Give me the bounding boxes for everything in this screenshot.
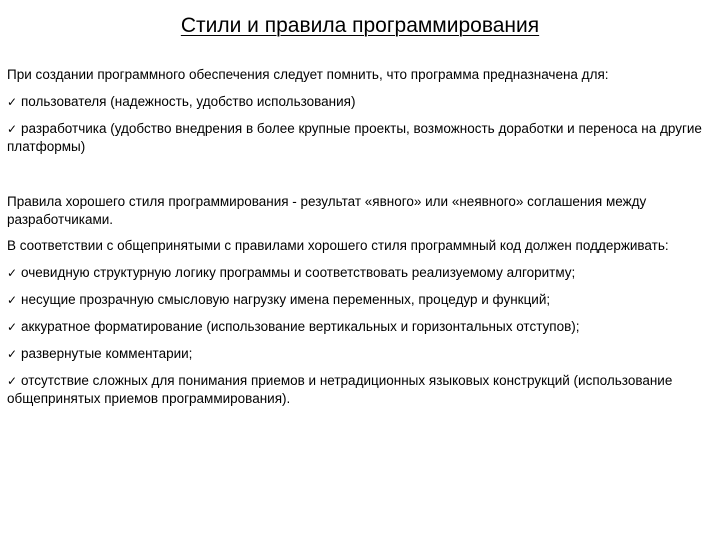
purpose-item-user [7, 93, 713, 111]
support-item-text: очевидную структурную логику программы и соответствовать реализуемому алгоритму; [21, 265, 576, 280]
support-item-text: отсутствие сложных для понимания приемов и нетрадиционных языковых конструкций (использование общепринятых приемов программирования). [7, 373, 673, 406]
checkmark-icon: ✓ [7, 374, 18, 388]
checkmark-icon: ✓ [7, 266, 18, 280]
support-item-text: развернутые комментарии; [21, 346, 193, 361]
support-item-formatting [7, 318, 713, 336]
support-item-names [7, 291, 713, 309]
slide-content [7, 66, 713, 408]
intro-paragraph: При создании программного обеспечения следует помнить, что программа предназначена для: [7, 67, 609, 82]
purpose-item-text: пользователя (надежность, удобство использования) [21, 94, 356, 109]
support-item-comments [7, 345, 713, 363]
support-item-simple-techniques [7, 372, 713, 408]
support-item-text: несущие прозрачную смысловую нагрузку имена переменных, процедур и функций; [21, 292, 551, 307]
purpose-item-text: разработчика (удобство внедрения в более крупные проекты, возможность доработки и переноса на другие платформы) [7, 121, 702, 154]
checkmark-icon: ✓ [7, 293, 18, 307]
checkmark-icon: ✓ [7, 320, 18, 334]
support-item-logic [7, 264, 713, 282]
purpose-item-developer [7, 120, 713, 156]
checkmark-icon: ✓ [7, 122, 18, 136]
support-intro-paragraph: В соответствии с общепринятыми с правилами хорошего стиля программный код должен поддерживать: [7, 238, 669, 253]
slide-title: Стили и правила программирования [180, 14, 540, 37]
checkmark-icon: ✓ [7, 95, 18, 109]
rule-paragraph: Правила хорошего стиля программирования - результат «явного» или «неявного» соглашения между разработчиками. [7, 194, 647, 227]
support-item-text: аккуратное форматирование (использование вертикальных и горизонтальных отступов); [21, 319, 580, 334]
checkmark-icon: ✓ [7, 347, 18, 361]
